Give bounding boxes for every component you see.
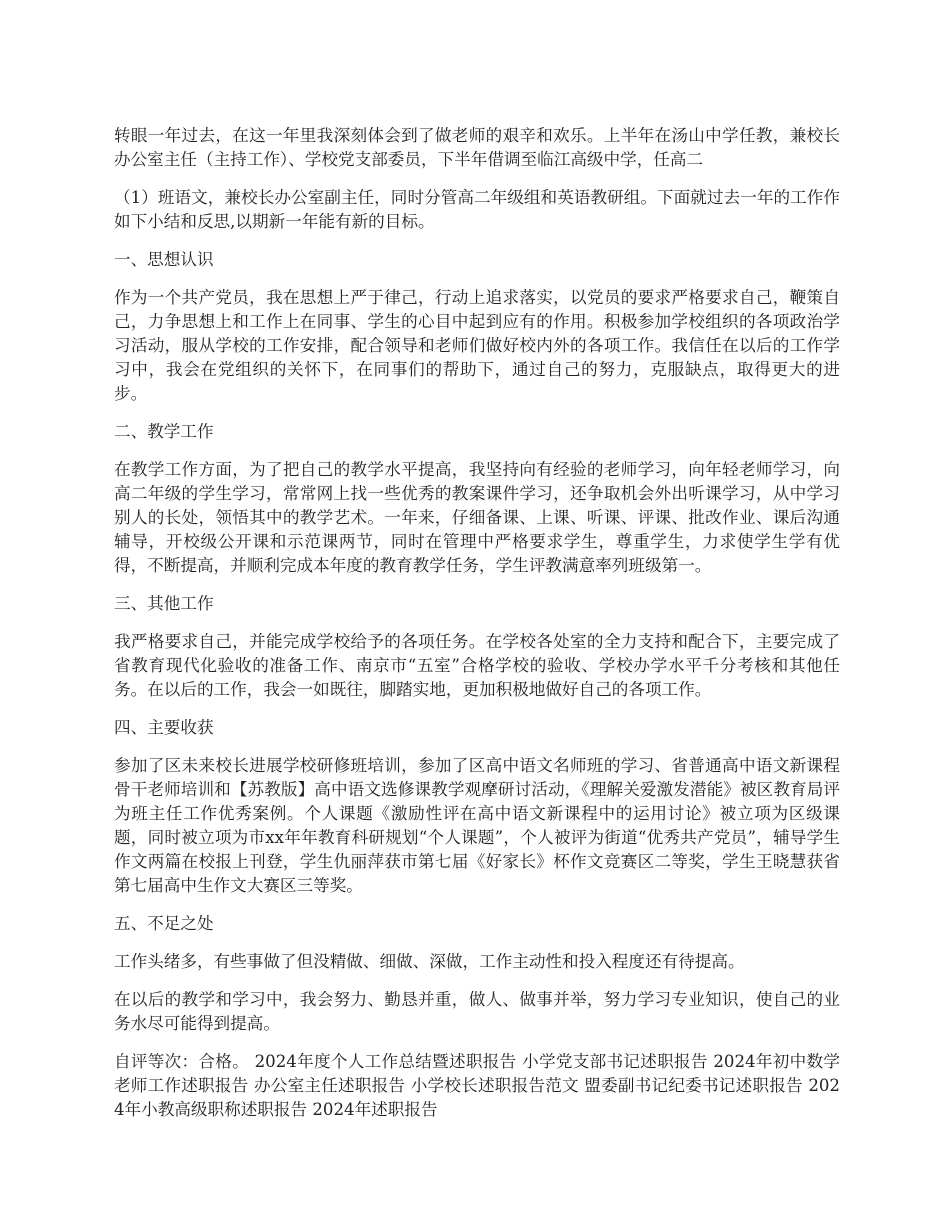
section-3-paragraph: 我严格要求自己，并能完成学校给予的各项任务。在学校各处室的全力支持和配合下，主要完成了省教育现代化验收的准备工作、南京市“五室”合格学校的验收、学校办学水平千分考核和其他任务。在以后的工作，我会一如既往，脚踏实地，更加积极地做好自己的各项工作。 bbox=[114, 632, 840, 699]
section-heading-5: 五、不足之处 bbox=[114, 914, 214, 933]
section-5-paragraph-2: 在以后的教学和学习中，我会努力、勤恳并重，做人、做事并举，努力学习专业知识，使自己的业务水尽可能得到提高。 bbox=[114, 990, 840, 1033]
document-body bbox=[114, 124, 840, 1136]
section-5-paragraph-1: 工作头绪多，有些事做了但没精做、细做、深做，工作主动性和投入程度还有待提高。 bbox=[114, 952, 745, 971]
section-2-paragraph: 在教学工作方面，为了把自己的教学水平提高，我坚持向有经验的老师学习，向年轻老师学习，向高二年级的学生学习，常常网上找一些优秀的教案课件学习，还争取机会外出听课学习，从中学习别人的长处，领悟其中的教学艺术。一年来，仔细备课、上课、听课、评课、批改作业、课后沟通辅导，开校级公开课和示范课两节，同时在管理中严格要求学生，尊重学生，力求使学生学有优得，不断提高，并顺利完成本年度的教育教学任务，学生评教满意率列班级第一。 bbox=[114, 460, 840, 575]
section-4-paragraph: 参加了区未来校长进展学校研修班培训，参加了区高中语文名师班的学习、省普通高中语文新课程骨干老师培训和【苏教版】高中语文选修课教学观摩研讨活动，《理解关爱激发潜能》被区教育局评为班主任工作优秀案例。个人课题《激励性评在高中语文新课程中的运用讨论》被立项为区级课题，同时被立项为市xx年年教育科研规划“个人课题”，个人被评为街道“优秀共产党员”，辅导学生作文两篇在校报上刊登，学生仇丽萍获市第七届《好家长》杯作文竞赛区二等奖，学生王晓慧获省第七届高中生作文大赛区三等奖。 bbox=[114, 756, 840, 895]
section-heading-1: 一、思想认识 bbox=[114, 250, 214, 269]
self-evaluation-paragraph: 自评等次：合格。 2024年度个人工作总结暨述职报告 小学党支部书记述职报告 2024年初中数学老师工作述职报告 办公室主任述职报告 小学校长述职报告范文 盟委副书记纪委书记述职报告 2024年小教高级职称述职报告 2024年述职报告 bbox=[114, 1052, 840, 1119]
section-heading-3: 三、其他工作 bbox=[114, 594, 214, 613]
intro-paragraph-1: 转眼一年过去，在这一年里我深刻体会到了做老师的艰辛和欢乐。上半年在汤山中学任教，兼校长办公室主任（主持工作）、学校党支部委员，下半年借调至临江高级中学，任高二 bbox=[114, 126, 840, 169]
intro-paragraph-2: （1）班语文，兼校长办公室副主任，同时分管高二年级组和英语教研组。下面就过去一年的工作作如下小结和反思,以期新一年能有新的目标。 bbox=[114, 188, 840, 231]
section-heading-2: 二、教学工作 bbox=[114, 422, 214, 441]
section-1-paragraph: 作为一个共产党员，我在思想上严于律己，行动上追求落实，以党员的要求严格要求自己，鞭策自己，力争思想上和工作上在同事、学生的心目中起到应有的作用。积极参加学校组织的各项政治学习活动，服从学校的工作安排，配合领导和老师们做好校内外的各项工作。我信任在以后的工作学习中，我会在党组织的关怀下，在同事们的帮助下，通过自己的努力，克服缺点，取得更大的进步。 bbox=[114, 288, 840, 403]
section-heading-4: 四、主要收获 bbox=[114, 718, 214, 737]
